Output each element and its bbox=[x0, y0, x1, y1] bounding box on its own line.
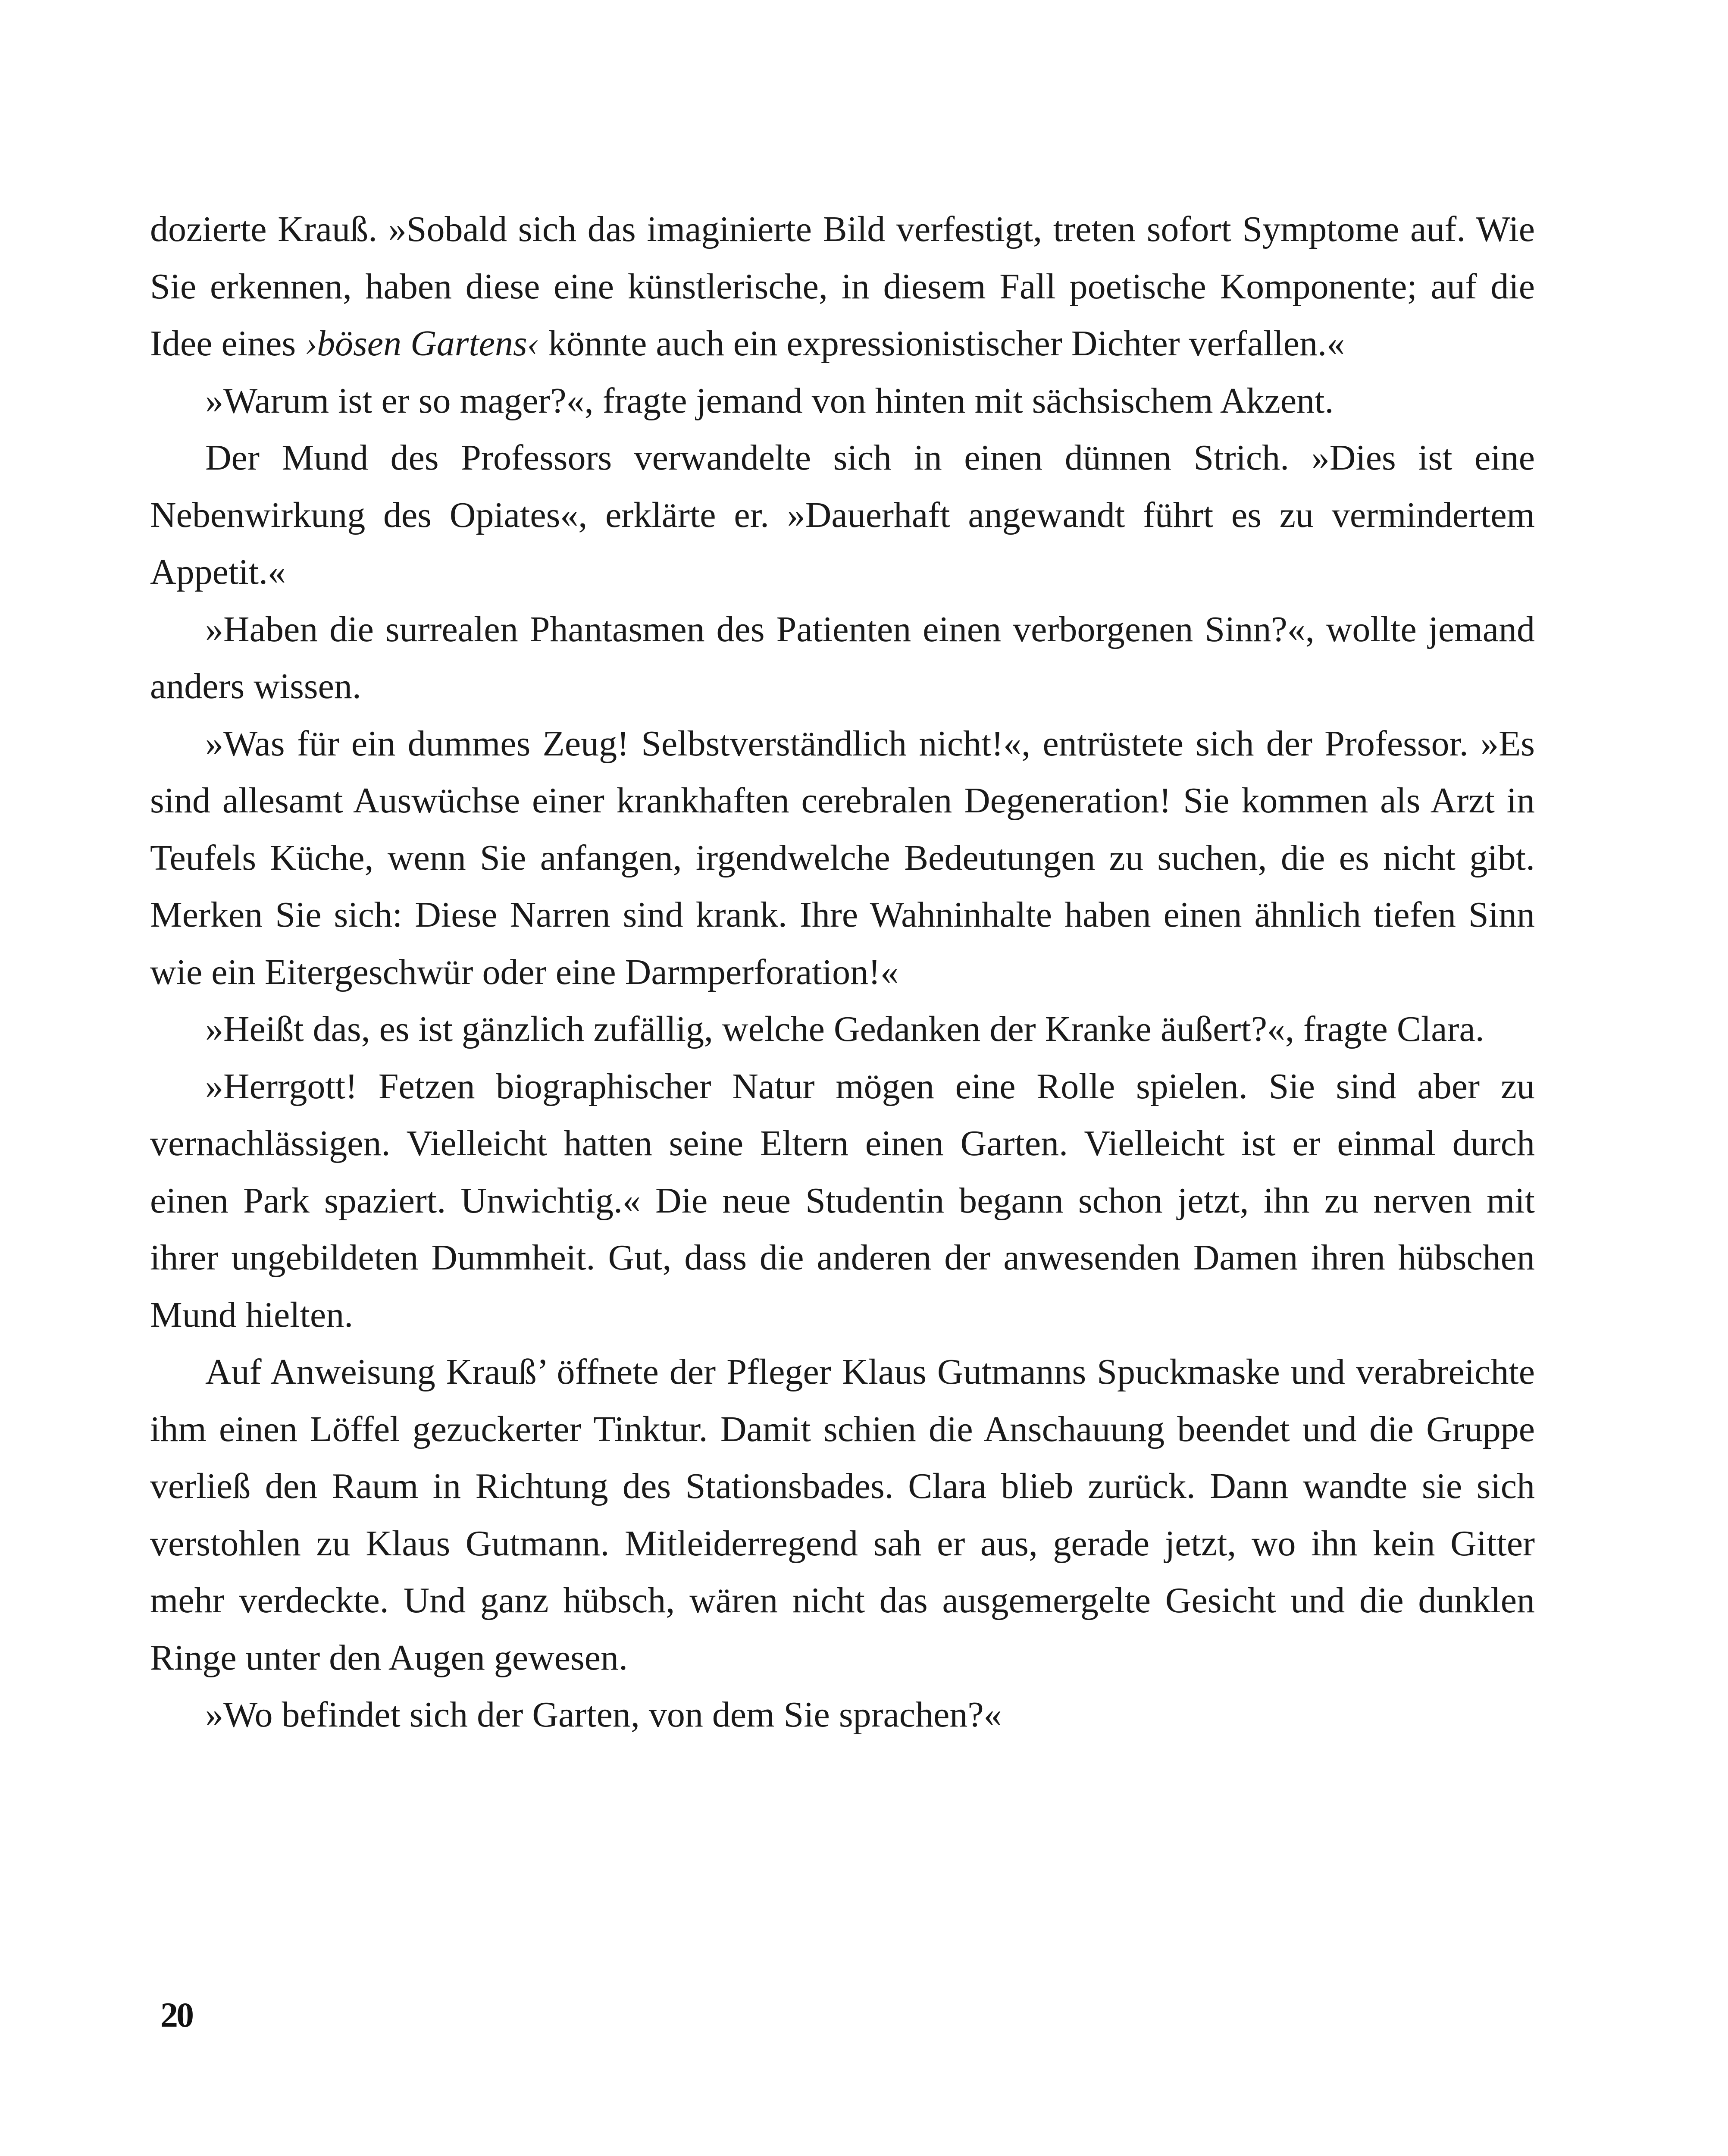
body-text bbox=[150, 201, 1535, 1744]
paragraph-3: Der Mund des Professors verwandelte sich in einen dünnen Strich. »Dies ist eine Nebenwirkung des Opiates«, erklärte er. »Dauerhaft angewandt führt es zu vermindertem Appetit.« bbox=[150, 438, 1535, 592]
paragraph-1-text-end: könnte auch ein expressionistischer Dichter verfallen.« bbox=[539, 323, 1345, 364]
paragraph-4: »Haben die surrealen Phantasmen des Patienten einen verborgenen Sinn?«, wollte jemand anders wissen. bbox=[150, 609, 1535, 706]
page-number: 20 bbox=[160, 1995, 192, 2034]
italic-phrase: ›bösen Gartens‹ bbox=[305, 323, 539, 364]
paragraph-1 bbox=[150, 201, 1535, 373]
paragraph-6: »Heißt das, es ist gänzlich zufällig, welche Gedanken der Kranke äußert?«, fragte Clara. bbox=[205, 1009, 1484, 1049]
paragraph-1-text: dozierte Krauß. »Sobald sich das imaginierte Bild verfestigt, treten sofort Symptome auf. Wie Sie erkennen, haben diese eine künstlerische, in diesem Fall poetische Komponente; auf die Idee eines bbox=[150, 209, 1535, 364]
paragraph-2: »Warum ist er so mager?«, fragte jemand von hinten mit sächsischem Akzent. bbox=[205, 380, 1334, 421]
paragraph-7: »Herrgott! Fetzen biographischer Natur mögen eine Rolle spielen. Sie sind aber zu vernachlässigen. Vielleicht hatten seine Eltern einen Garten. Vielleicht ist er einmal durch einen Park spaziert. Unwichtig.« Die neue Studentin begann schon jetzt, ihn zu nerven mit ihrer ungebildeten Dummheit. Gut, dass die anderen der anwesenden Damen ihren hübschen Mund hielten. bbox=[150, 1066, 1535, 1335]
paragraph-9: »Wo befindet sich der Garten, von dem Sie sprachen?« bbox=[205, 1695, 1002, 1735]
paragraph-8: Auf Anweisung Krauß’ öffnete der Pfleger Klaus Gutmanns Spuckmaske und verabreichte ihm einen Löffel gezuckerter Tinktur. Damit schien die Anschauung beendet und die Gruppe verließ den Raum in Richtung des Stationsbades. Clara blieb zurück. Dann wandte sie sich verstohlen zu Klaus Gutmann. Mitleiderregend sah er aus, gerade jetzt, wo ihn kein Gitter mehr verdeckte. Und ganz hübsch, wären nicht das ausgemergelte Gesicht und die dunklen Ringe unter den Augen gewesen. bbox=[150, 1352, 1535, 1678]
paragraph-5: »Was für ein dummes Zeug! Selbstverständlich nicht!«, entrüstete sich der Professor. »Es sind allesamt Auswüchse einer krankhaften cerebralen Degeneration! Sie kommen als Arzt in Teufels Küche, wenn Sie anfangen, irgendwelche Bedeutungen zu suchen, die es nicht gibt. Merken Sie sich: Diese Narren sind krank. Ihre Wahninhalte haben einen ähnlich tiefen Sinn wie ein Eitergeschwür oder eine Darmperforation!« bbox=[150, 723, 1535, 992]
